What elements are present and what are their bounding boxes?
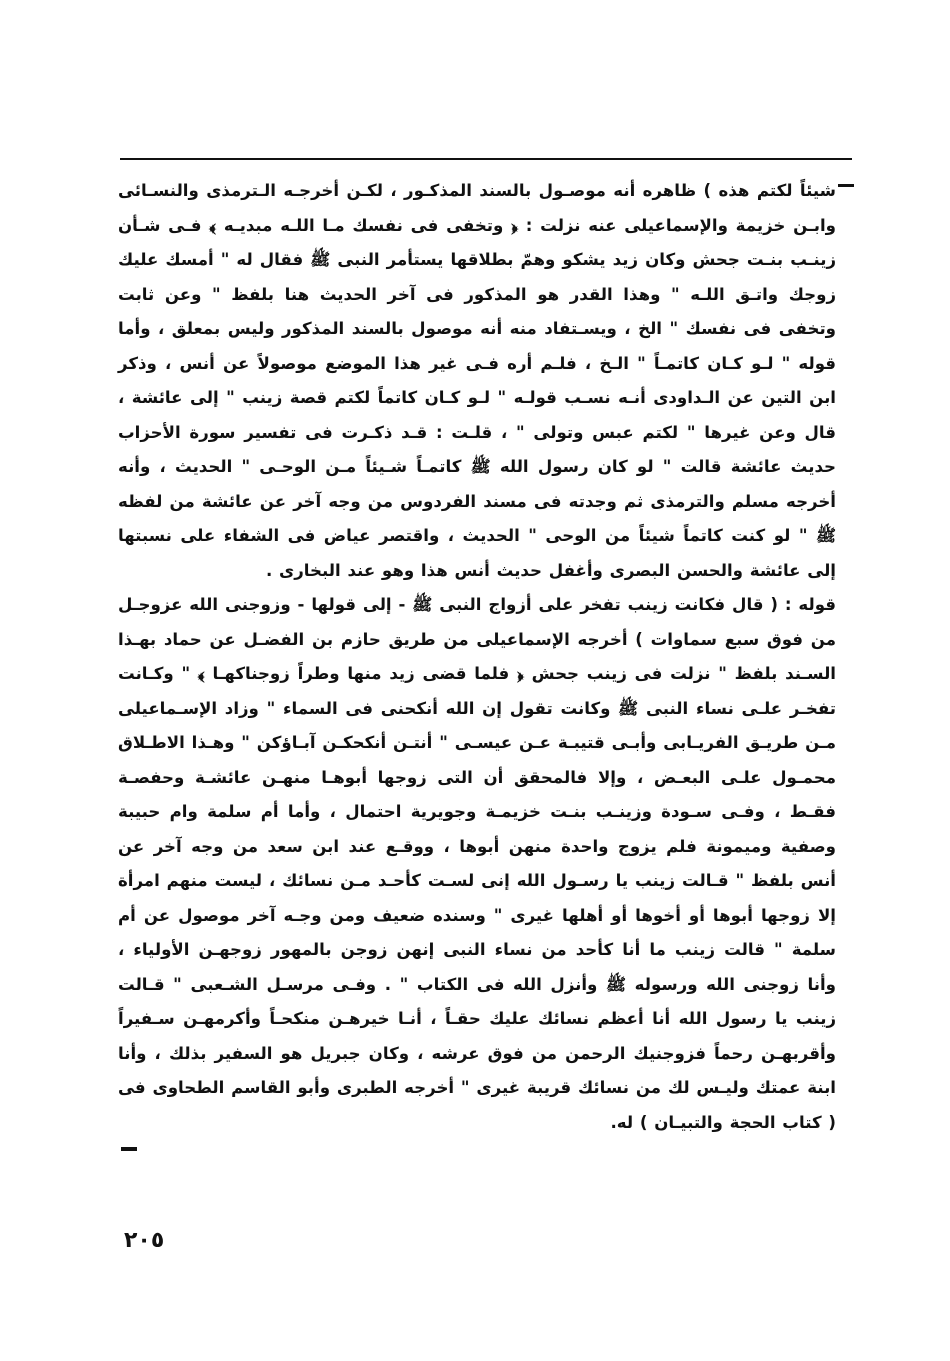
footnote-end-marker: [121, 1147, 137, 1151]
footnote-paragraph-2: قوله : ( قال فكانت زينب تفخر على أزواج النبى ﷺ - إلى قولها - وزوجنى الله عزوجـل من فوق سبع سماوات ) أخرجه الإسماعيلى من طريق حازم بن الفضـل عن حماد بهـذا السـند بلفظ " نزلت فى زينب جحش ﴿ فلما قضى زيد منها وطراً زوجناكهـا ﴾ " وكـانت تفخـر علـى نساء النبى ﷺ وكانت تقول إن الله أنكحنى فى السماء " وزاد الإسـماعيلى مـن طريـق الفريـابى وأبـى قتيبـة عـن عيسـى " أنتـن أنكحكـن آبـاؤكن " وهـذا الاطـلاق محمـول علـى البعـض ، وإلا فالمحقق أن التى زوجها أبوهـا منهـن عائشـة وحفصـة فقـط ، وفـى سـودة وزينـب بنـت خزيمـة وجويرية احتمال ، وأما أم سلمة وام حبيبة وصفية وميمونة فلم يزوج واحدة منهن أبوها ، ووقـع عند ابن سعد من وجه آخر عن أنس بلفظ " قـالت زينب يا رسـول الله إنى لسـت كأحـد مـن نسائك ، ليست منهم امرأة إلا زوجها أبوها أو أخوها أو أهلها غيرى " وسنده ضعيف ومن وجـه آخر موصول عن أم سلمة " قالت زينب ما أنا كأحد من نساء النبى إنهن زوجن بالمهور زوجهـن الأولياء ، وأنا زوجنى الله ورسوله ﷺ وأنزل الله فى الكتاب " . وفـى مرسـل الشـعبى " قـالت زينب يا رسول الله أنا أعظم نسائك عليك حقـاً ، أنـا خيرهـن منكحـاً وأكرمهـن سـفيراً وأقربهـن رحماً فزوجنيك الرحمن من فوق عرشه ، وكان جبريل هو السفير بذلك ، وأنا ابنة عمتك وليـس لك من نسائك قريبة غيرى " أخرجه الطبرى وأبو القاسم الطحاوى فى ( كتاب الحجة والتبيـان ) له.: [118, 595, 836, 1132]
footnote-separator-rule: [120, 158, 852, 160]
footnote-continuation-marker: [838, 184, 854, 187]
page-number: ٢٠٥: [124, 1228, 165, 1253]
footnote-text-block: [118, 174, 836, 1140]
footnote-paragraph-1: شيئاً لكتم هذه ) ظاهره أنه موصـول بالسند المذكـور ، لكـن أخرجـه الـترمذى والنسـائى وابـن خزيمة والإسماعيلى عنه نزلت : ﴿ وتخفى فى نفسك مـا اللـه مبديـه ﴾ فـى شـأن زينـب بنـت جحش وكان زيد يشكو وهمّ بطلاقها يستأمر النبى ﷺ فقال له " أمسك عليك زوجك واتـق اللـه " وهذا القدر هو المذكور فى آخر الحديث هنا بلفظ " وعن ثابت وتخفى فى نفسك " الخ ، ويسـتفاد منه أنه موصول بالسند المذكور وليس بمعلق ، وأما قوله " لـو كـان كاتمـاً " الـخ ، فلـم أره فـى غير هذا الموضع موصولاً عن أنس ، وذكر ابن التين عن الـداودى أنـه نسـب قولـه " لـو كـان كاتماً لكتم قصة زينب " إلى عائشة ، قال وعن غيرها " لكتم عبس وتولى " ، قلـت : قـد ذكـرت فى تفسير سورة الأحزاب حديث عائشة قالت " لو كان رسول الله ﷺ كاتمـاً شـيئاً مـن الوحـى " الحديث ، وأنه أخرجه مسلم والترمذى ثم وجدته فى مسند الفردوس من وجه آخر عن عائشة من لفظه ﷺ " لو كنت كاتماً شيئاً من الوحى " الحديث ، واقتصر عياض فى الشفاء على نسبتها إلى عائشة والحسن البصرى وأغفل حديث أنس هذا وهو عند البخارى .: [118, 181, 836, 580]
